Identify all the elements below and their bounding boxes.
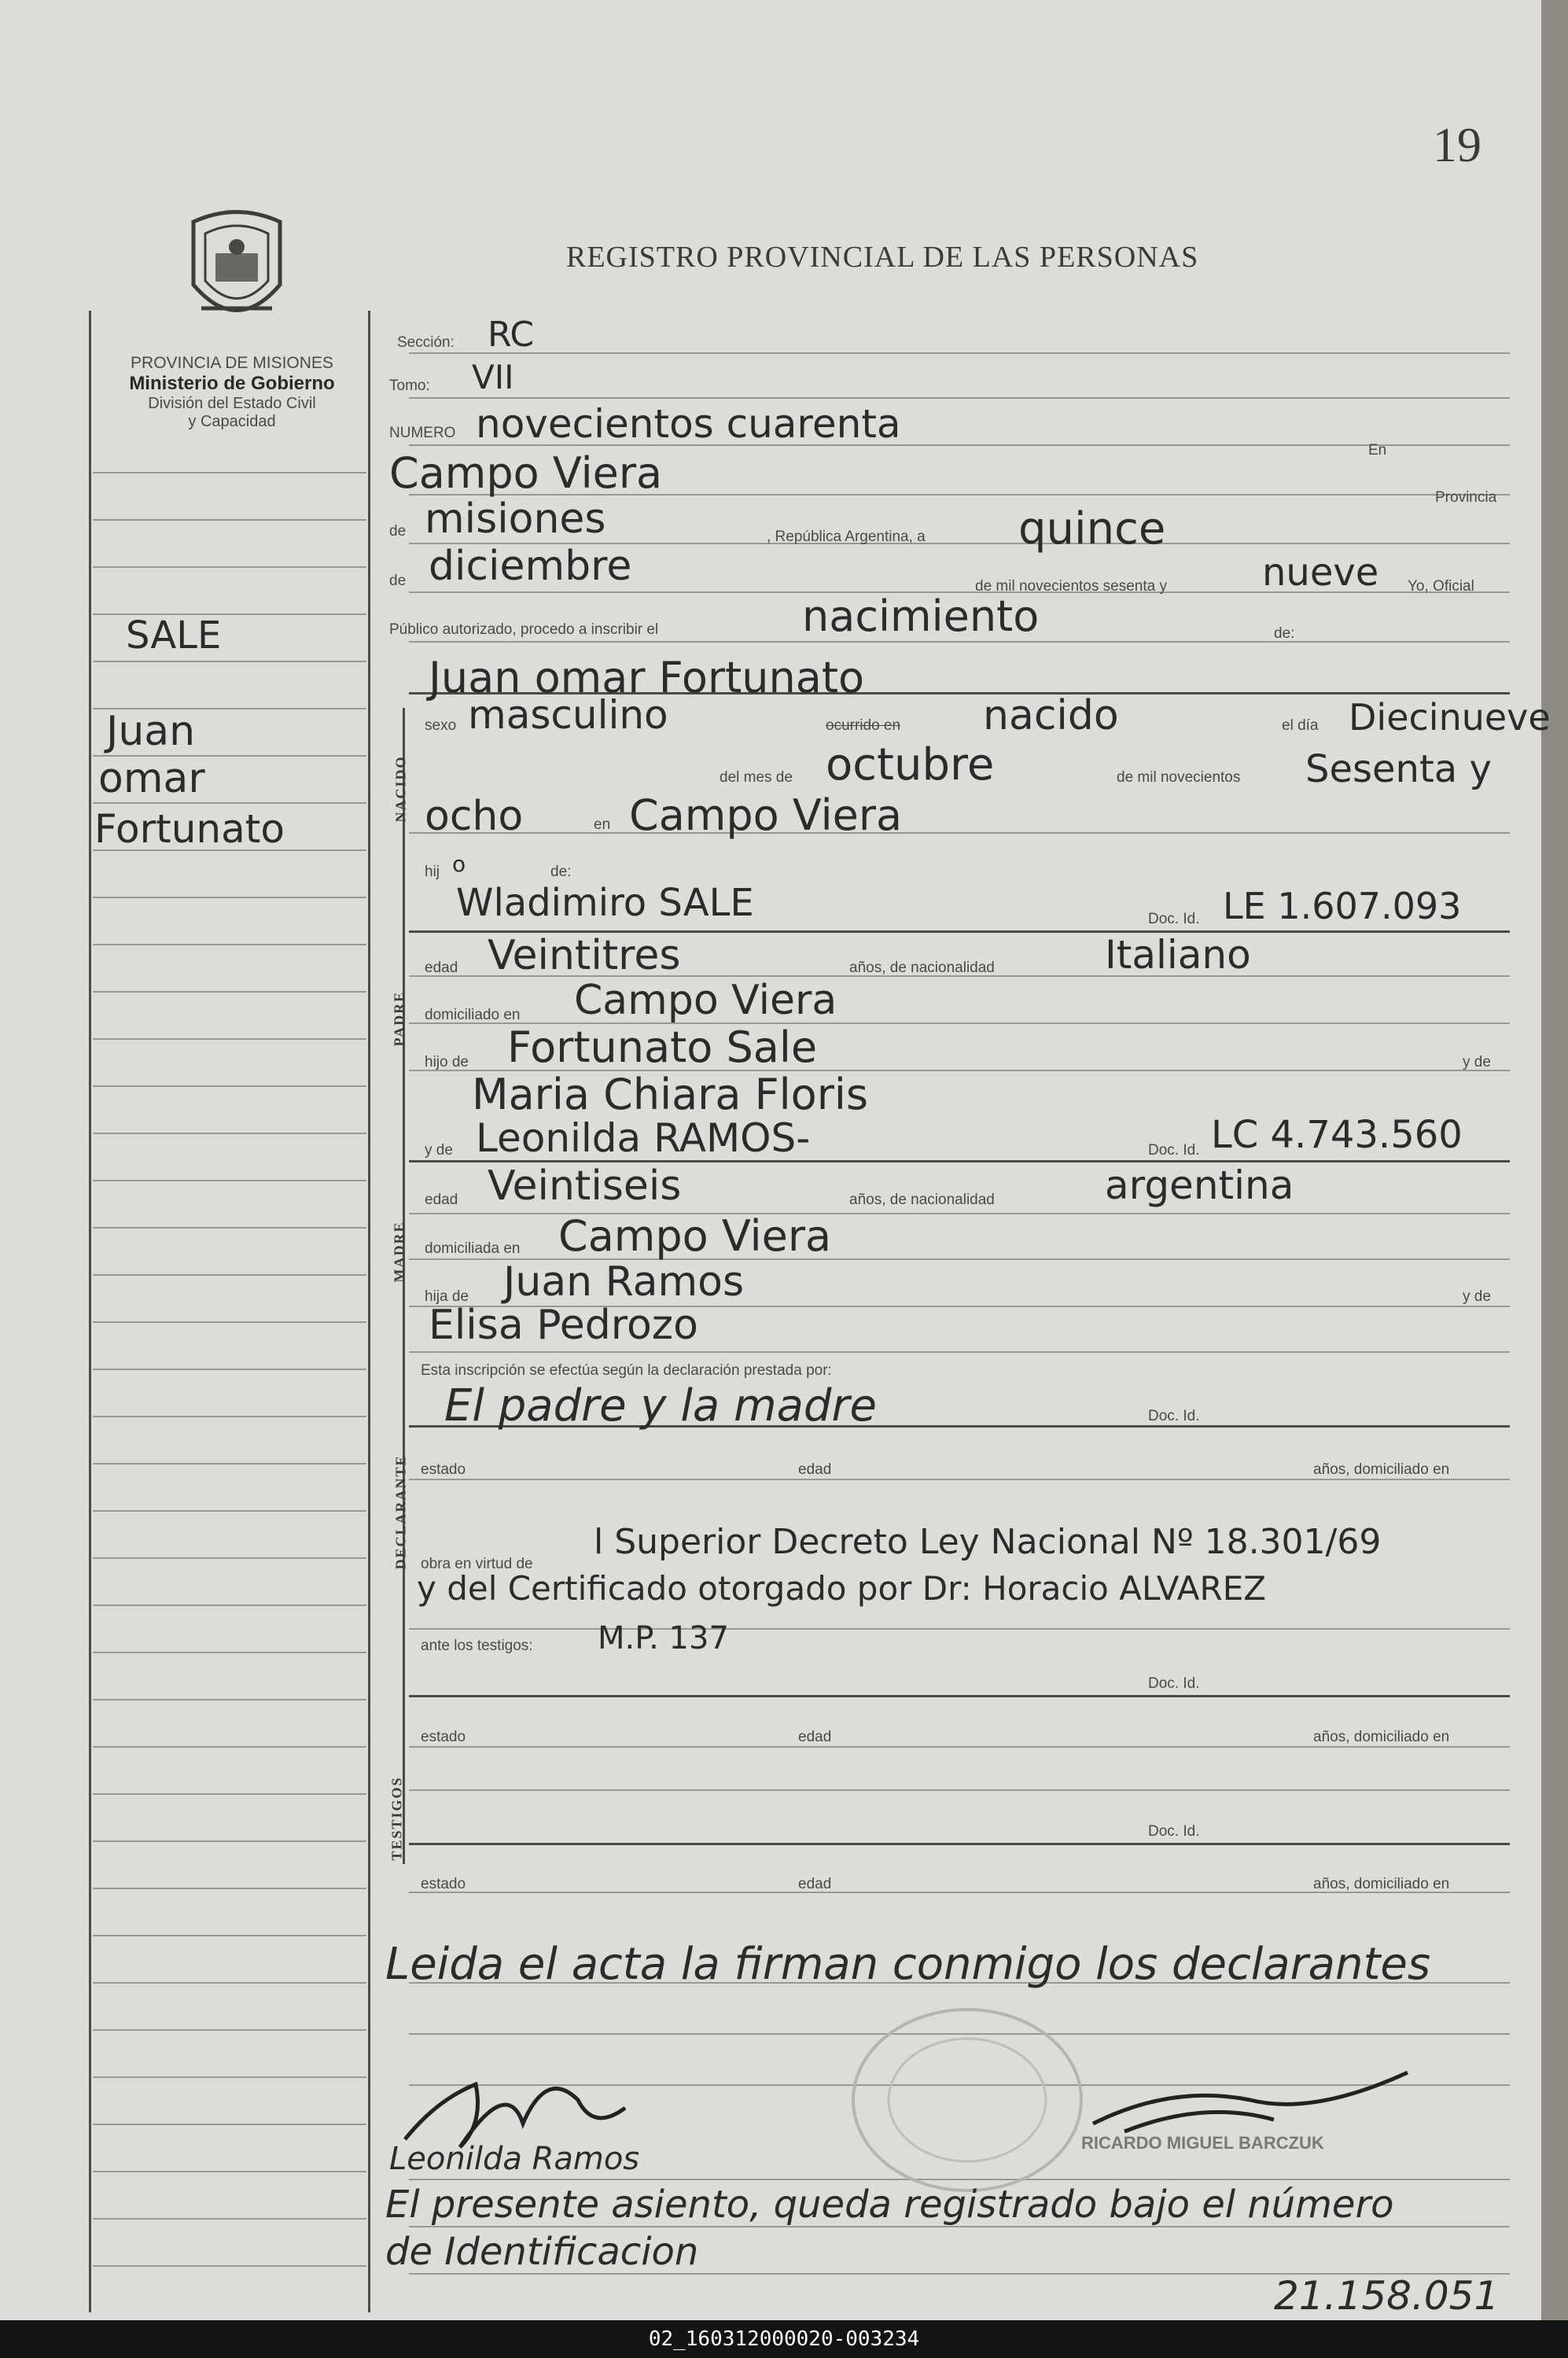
document-title: REGISTRO PROVINCIAL DE LAS PERSONAS [566,241,1199,274]
label-anos-nac-madre: años, de nacionalidad [849,1192,995,1208]
margin-rule [93,2171,366,2172]
madre-padre: Juan Ramos [503,1258,745,1306]
page-edge [1541,0,1568,2320]
label-anos-dom-decl: años, domiciliado en [1313,1461,1450,1478]
margin-rule [93,1463,366,1465]
margin-rule [93,1888,366,1889]
page-number: 19 [1433,119,1482,172]
office-province: PROVINCIA DE MISIONES [131,354,333,372]
madre-nombre: Leonilda RAMOS- [476,1115,811,1161]
label-estado-t2: estado [421,1876,466,1892]
declarante-por: El padre y la madre [444,1380,877,1431]
label-domiciliada: domiciliada en [425,1240,521,1257]
value-mes: diciembre [429,543,632,590]
madre-doc: LC 4.743.560 [1211,1113,1463,1157]
label-republica: , República Argentina, a [767,529,926,545]
label-estado-t1: estado [421,1729,466,1745]
label-sexo: sexo [425,717,457,734]
label-y-de-padre: y de [1463,1054,1491,1070]
margin-rule [93,2029,366,2031]
label-doc-id: Doc. Id. [1148,911,1200,927]
main-rule [409,1746,1510,1748]
label-hijo: hij [425,864,440,880]
label-de-mil-nov: de mil novecientos [1117,769,1241,786]
label-el-dia: el día [1282,717,1319,734]
footer-code: 02_160312000020-003234 [0,2320,1568,2358]
label-de-parent: de: [550,864,572,880]
label-numero: NUMERO [389,425,456,441]
margin-rule [93,1369,366,1370]
label-edad-t2: edad [798,1876,832,1892]
padre-nombre: Wladimiro SALE [456,881,754,925]
section-nacido: NACIDO [392,755,409,823]
label-obra: obra en virtud de [421,1556,533,1572]
margin-left-border [89,311,91,2312]
label-del-mes: del mes de [720,769,793,786]
margin-rule [93,1557,366,1559]
margin-rule [93,472,366,473]
value-tomo: VII [472,358,514,396]
margin-rule [93,2218,366,2220]
declarante-testigos: M.P. 137 [598,1620,729,1656]
value-anio: nueve [1262,551,1379,595]
margin-rule [93,1510,366,1512]
margin-rule [93,1840,366,1842]
closing-line-3: de Identificacion [385,2230,699,2274]
value-numero: novecientos cuarenta [476,401,901,447]
official-stamp [845,2002,1089,2198]
margin-rule [93,1227,366,1229]
value-anio-nac-a: Sesenta y [1305,747,1492,791]
margin-surname: SALE [126,613,222,658]
label-en-lugar: en [594,816,611,833]
margin-rule [93,1133,366,1134]
margin-name-3: Fortunato [94,806,285,852]
value-anio-nac-b: ocho [425,793,524,840]
padre-madre: Maria Chiara Floris [472,1070,869,1119]
label-de-2: de [389,573,407,589]
margin-rule [93,1699,366,1700]
label-y-de-madre: y de [425,1142,453,1159]
margin-rule [93,2265,366,2267]
label-provincia: Provincia [1435,489,1497,506]
section-divider [409,1843,1510,1845]
label-doc-id-decl: Doc. Id. [1148,1408,1200,1424]
provincial-seal [178,206,296,340]
label-de-colon: de: [1274,625,1295,642]
margin-rule [93,991,366,993]
main-rule [409,641,1510,643]
margin-rule [93,1416,366,1417]
padre-domicilio: Campo Viera [574,977,837,1024]
declarante-obra-2: y del Certificado otorgado por Dr: Horacio ALVAREZ [417,1569,1267,1608]
office-capacity: y Capacidad [188,413,276,430]
value-dia: quince [1018,503,1166,554]
signature-name: Leonilda Ramos [389,2141,640,2177]
value-nombre: Juan omar Fortunato [429,653,865,702]
main-rule [409,1628,1510,1630]
section-madre: MADRE [391,1221,407,1283]
label-anos-nac-padre: años, de nacionalidad [849,960,995,976]
margin-rule [93,2124,366,2125]
margin-rule [93,1793,366,1795]
label-hija-de: hija de [425,1288,469,1305]
closing-line-1: Leida el acta la firman conmigo los declarantes [385,1939,1431,1990]
label-esta-inscripcion: Esta inscripción se efectúa según la declaración prestada por: [421,1362,832,1379]
label-doc-id-madre: Doc. Id. [1148,1142,1200,1159]
section-declarante: DECLARANTE [392,1454,409,1570]
label-publico: Público autorizado, procedo a inscribir el [389,621,659,638]
office-ministry: Ministerio de Gobierno [129,373,335,394]
margin-name-1: Juan [106,708,196,755]
margin-rule [93,897,366,898]
label-estado-decl: estado [421,1461,466,1478]
value-hijo-suffix: o [452,851,466,877]
main-rule [409,397,1510,399]
margin-rule [93,944,366,945]
madre-domicilio: Campo Viera [558,1211,832,1261]
madre-madre: Elisa Pedrozo [429,1302,698,1349]
margin-rule [93,566,366,568]
value-dia-nac: Diecinueve [1349,696,1551,739]
padre-edad: Veintitres [488,932,681,979]
padre-padre: Fortunato Sale [507,1022,818,1072]
closing-line-2: El presente asiento, queda registrado bajo el número [385,2183,1394,2227]
label-de: de [389,523,407,540]
margin-rule [93,1321,366,1323]
value-lugar: Campo Viera [389,448,663,498]
value-lugar-nac: Campo Viera [629,790,903,840]
value-seccion: RC [488,315,535,355]
label-doc-id-t2: Doc. Id. [1148,1823,1200,1840]
margin-rule [93,1038,366,1040]
label-yo-oficial: Yo, Oficial [1408,578,1474,595]
label-seccion: Sección: [397,334,455,351]
office-division: División del Estado Civil [148,395,316,412]
label-y-de-madre-2: y de [1463,1288,1491,1305]
value-mes-nac: octubre [826,739,995,790]
label-edad-decl: edad [798,1461,832,1478]
label-ante: ante los testigos: [421,1638,533,1654]
label-anos-dom-t1: años, domiciliado en [1313,1729,1450,1745]
margin-rule [93,1274,366,1276]
section-testigos: TESTIGOS [388,1776,405,1861]
value-provincia: misiones [425,496,606,543]
margin-rule [93,802,366,804]
margin-rule [93,1935,366,1936]
office-block [102,354,362,431]
padre-doc: LE 1.607.093 [1223,885,1462,927]
margin-rule [93,1085,366,1087]
margin-rule [93,1605,366,1606]
label-edad-madre: edad [425,1192,458,1208]
section-divider [409,1695,1510,1697]
margin-right-border [368,311,370,2312]
margin-rule [93,1746,366,1748]
margin-name-2: omar [98,755,205,802]
label-en: En [1368,442,1387,459]
value-sexo: masculino [468,692,668,738]
label-ocurrido: ocurrido en [826,717,901,734]
madre-edad: Veintiseis [488,1162,682,1210]
label-hijo-de-padre: hijo de [425,1054,469,1070]
main-rule [409,832,1510,834]
margin-rule [93,519,366,521]
value-nacido: nacido [983,692,1119,739]
padre-nacionalidad: Italiano [1105,932,1251,978]
main-rule [409,1351,1510,1353]
section-padre: PADRE [391,990,407,1047]
margin-rule [93,661,366,662]
section-bracket [403,708,405,1864]
declarante-obra-1: l Superior Decreto Ley Nacional Nº 18.301/69 [594,1522,1382,1562]
margin-rule [93,1180,366,1181]
main-rule [409,352,1510,354]
label-tomo: Tomo: [389,378,430,394]
label-doc-id-t1: Doc. Id. [1148,1675,1200,1692]
margin-rule [93,1652,366,1653]
value-acto: nacimiento [802,591,1040,641]
stamp-name: RICARDO MIGUEL BARCZUK [1081,2133,1324,2153]
label-domiciliado: domiciliado en [425,1007,521,1023]
label-de-mil: de mil novecientos sesenta y [975,578,1167,595]
margin-rule [93,2076,366,2078]
madre-nacionalidad: argentina [1105,1162,1294,1208]
id-number: 21.158.051 [1274,2273,1500,2319]
margin-rule [93,1982,366,1984]
label-anos-dom-t2: años, domiciliado en [1313,1876,1450,1892]
label-edad-padre: edad [425,960,458,976]
main-rule [409,1789,1510,1791]
label-edad-t1: edad [798,1729,832,1745]
main-rule [409,1479,1510,1480]
